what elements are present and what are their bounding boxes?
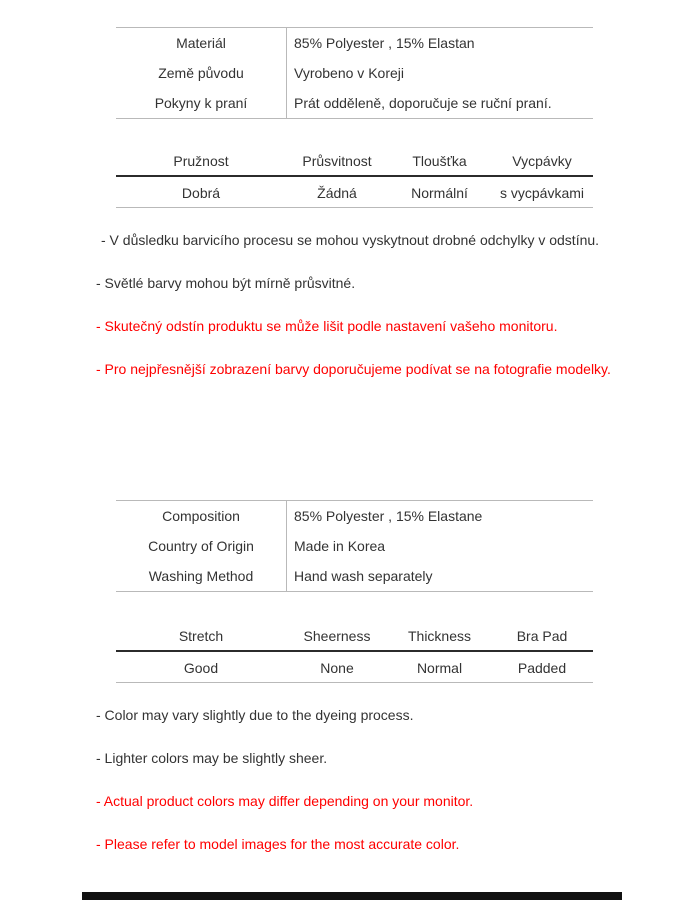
attr-header-stretch: Stretch bbox=[178, 628, 224, 644]
info-value-origin: Vyrobeno v Koreji bbox=[287, 58, 594, 88]
attr-value-row bbox=[116, 177, 593, 208]
attr-value-pad: Padded bbox=[517, 660, 567, 676]
note-model-images: - Pro nejpřesnější zobrazení barvy doporučujeme podívat se na fotografie modelky. bbox=[96, 361, 611, 377]
attr-header-sheerness: Průsvitnost bbox=[302, 153, 372, 169]
attr-header-pad: Vycpávky bbox=[512, 153, 572, 169]
table-row bbox=[116, 501, 593, 532]
info-label-composition: Composition bbox=[162, 508, 240, 524]
attr-header-stretch: Pružnost bbox=[173, 153, 229, 169]
czech-notes bbox=[96, 233, 656, 405]
note-dye-variation: - V důsledku barvicího procesu se mohou vyskytnout drobné odchylky v odstínu. bbox=[101, 232, 600, 248]
attr-header-thickness: Tloušťka bbox=[412, 153, 467, 169]
table-row bbox=[116, 58, 593, 88]
note-dye-variation: - Color may vary slightly due to the dyeing process. bbox=[96, 707, 414, 723]
english-notes bbox=[96, 708, 656, 880]
attr-value-stretch: Dobrá bbox=[181, 185, 221, 201]
info-value-material: 85% Polyester , 15% Elastan bbox=[287, 28, 594, 59]
note-sheer-colors: - Světlé barvy mohou být mírně průsvitné. bbox=[96, 275, 356, 291]
czech-attr-table bbox=[116, 152, 593, 208]
attr-header-thickness: Thickness bbox=[407, 628, 472, 644]
attr-header-sheerness: Sheerness bbox=[303, 628, 371, 644]
table-row bbox=[116, 28, 593, 59]
table-row bbox=[116, 561, 593, 592]
attr-value-pad: s vycpávkami bbox=[499, 185, 585, 201]
attr-header-pad: Bra Pad bbox=[516, 628, 568, 644]
attr-value-thickness: Normal bbox=[416, 660, 463, 676]
info-label-washing: Washing Method bbox=[148, 568, 254, 584]
attr-value-row bbox=[116, 652, 593, 683]
info-value-washing: Prát odděleně, doporučuje se ruční praní. bbox=[287, 88, 594, 119]
attr-header-row bbox=[116, 627, 593, 652]
attr-value-sheerness: None bbox=[320, 660, 354, 676]
note-monitor-warning: - Skutečný odstín produktu se může lišit podle nastavení vašeho monitoru. bbox=[96, 318, 558, 334]
table-row bbox=[116, 88, 593, 119]
note-monitor-warning: - Actual product colors may differ depending on your monitor. bbox=[96, 793, 474, 809]
english-info-table bbox=[116, 500, 593, 592]
attr-value-sheerness: Žádná bbox=[317, 185, 357, 201]
attr-value-stretch: Good bbox=[183, 660, 219, 676]
info-value-origin: Made in Korea bbox=[287, 531, 594, 561]
czech-info-table bbox=[116, 27, 593, 119]
info-value-washing: Hand wash separately bbox=[287, 561, 594, 592]
info-value-composition: 85% Polyester , 15% Elastane bbox=[287, 501, 594, 532]
english-attr-table bbox=[116, 627, 593, 683]
info-label-washing: Pokyny k praní bbox=[154, 95, 248, 111]
attr-header-row bbox=[116, 152, 593, 177]
info-label-material: Materiál bbox=[176, 35, 226, 51]
info-label-origin: Země původu bbox=[158, 65, 244, 81]
attr-value-thickness: Normální bbox=[411, 185, 468, 201]
table-row bbox=[116, 531, 593, 561]
section-divider-bar bbox=[82, 892, 622, 900]
note-sheer-colors: - Lighter colors may be slightly sheer. bbox=[96, 750, 328, 766]
note-model-images: - Please refer to model images for the most accurate color. bbox=[96, 836, 460, 852]
info-label-origin: Country of Origin bbox=[148, 538, 254, 554]
